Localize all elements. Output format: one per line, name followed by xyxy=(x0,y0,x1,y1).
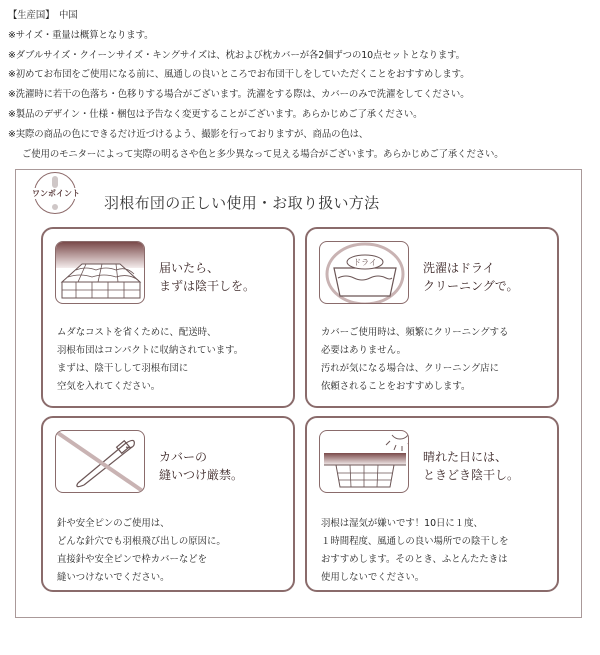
note-line: ※初めてお布団をご使用になる前に、風通しの良いところでお布団干しをしていただくことをおすすめします。 xyxy=(8,69,470,81)
card-body: 羽根は湿気が嫌いです！10日に１度、 １時間程度、風通しの良い場所での陰干しを おすすめします。そのとき、ふとんたたきは 使用しないでください。 xyxy=(321,518,509,583)
note-line: ※製品のデザイン・仕様・梱包は予告なく変更することがございます。あらかじめご了承ください。 xyxy=(8,108,423,120)
care-card-sun-drying xyxy=(305,416,559,592)
card-body: ムダなコストを省くために、配送時、 羽根布団はコンパクトに収納されています。 まずは、陰干しして羽根布団に 空気を入れてください。 xyxy=(57,327,244,392)
one-point-badge xyxy=(32,172,80,214)
dry-label: ドライ xyxy=(353,258,377,267)
care-card-no-sewing xyxy=(41,416,295,592)
note-origin: 【生産国】 中国 xyxy=(8,10,78,21)
badge-label: ワンポイント xyxy=(32,189,80,198)
card-heading: 晴れた日には、 ときどき陰干し。 xyxy=(423,450,520,482)
care-card-airing xyxy=(41,227,295,408)
folded-futon-icon xyxy=(55,241,145,304)
sun-drying-futon-icon xyxy=(319,430,409,493)
note-line: ご使用のモニターによって実際の明るさや色と多少異なって見える場合がございます。あらかじめご了承ください。 xyxy=(22,148,504,160)
exclamation-icon xyxy=(52,176,58,188)
note-line: ※実際の商品の色にできるだけ近づけるよう、撮影を行っておりますが、商品の色は、 xyxy=(8,128,369,140)
no-safety-pin-icon xyxy=(55,430,145,493)
note-line: ※サイズ・重量は概算となります。 xyxy=(8,29,154,41)
product-notes xyxy=(8,6,594,164)
card-heading: 洗濯はドライ クリーニングで。 xyxy=(423,261,519,293)
exclamation-dot xyxy=(52,204,58,210)
card-body: 針や安全ピンのご使用は、 どんな針穴でも羽根飛び出しの原因に。 直接針や安全ピンで枠カバーなどを 縫いつけないでください。 xyxy=(57,518,226,583)
care-card-dry-cleaning xyxy=(305,227,559,408)
card-heading: カバーの 縫いつけ厳禁。 xyxy=(159,450,244,482)
note-line: ※ダブルサイズ・クイーンサイズ・キングサイズは、枕および枕カバーが各2個ずつの10点セットとなります。 xyxy=(8,49,465,61)
card-body: カバーご使用時は、頻繁にクリーニングする 必要はありません。 汚れが気になる場合は、クリーニング店に 依頼されることをおすすめします。 xyxy=(321,327,509,392)
note-line: ※洗濯時に若干の色落ち・色移りする場合がございます。洗濯をする際は、カバーのみで洗濯をしてください。 xyxy=(8,89,470,101)
card-heading: 届いたら、 まずは陰干しを。 xyxy=(159,261,256,293)
washing-tub-icon xyxy=(319,241,409,304)
care-title: 羽根布団の正しい使用・お取り扱い方法 xyxy=(104,194,380,212)
